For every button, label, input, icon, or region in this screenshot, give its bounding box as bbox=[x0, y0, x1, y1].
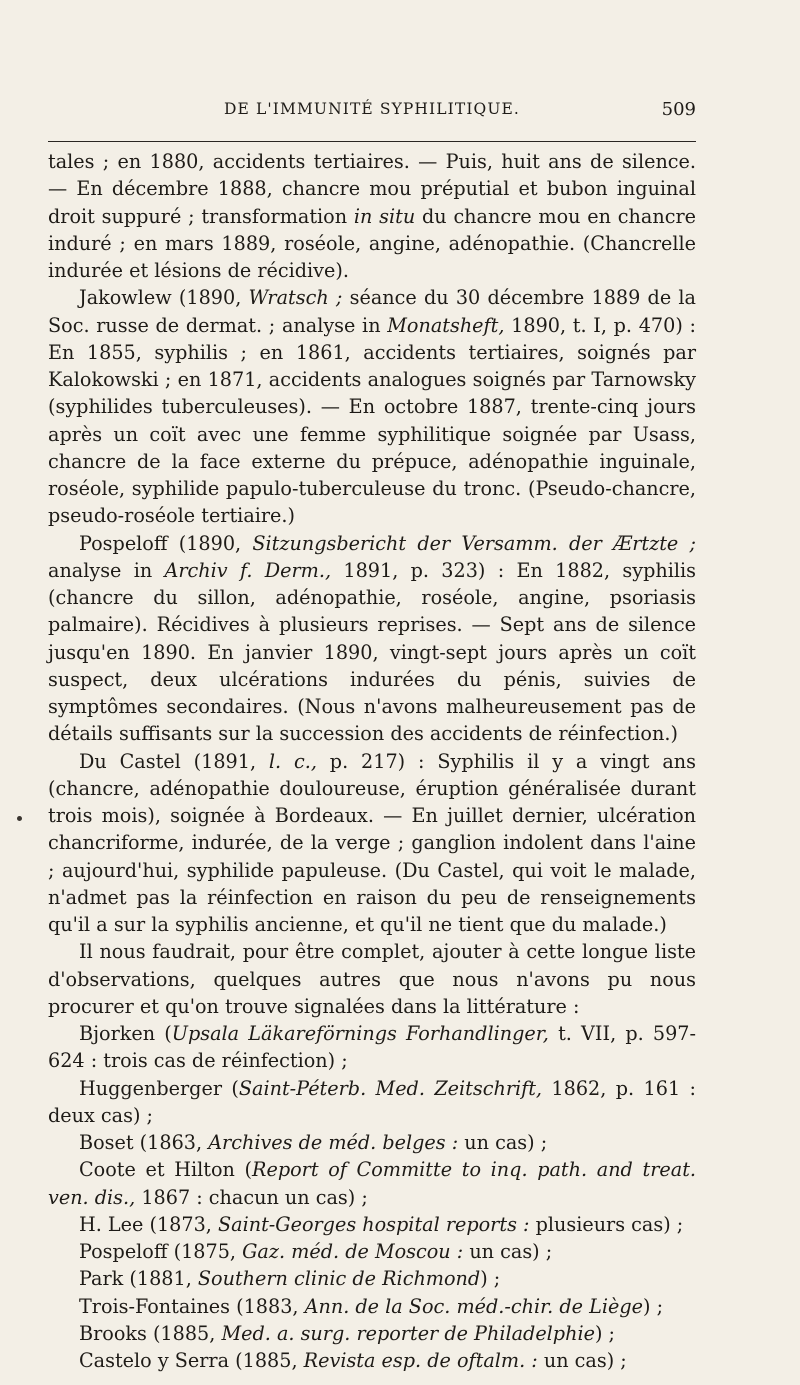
paragraph bbox=[48, 1156, 696, 1211]
citation-title: Revista esp. de oftalm. : bbox=[303, 1349, 538, 1372]
margin-mark bbox=[17, 816, 22, 821]
text-run: tales ; en 1880, accidents tertiaires. — Puis, huit ans de silence. — En décembre 1888, chancre mou préputial et bubon inguinal droit suppuré ; transformation bbox=[48, 150, 696, 228]
citation-title: Report of Committe to inq. path. and treat. ven. dis., bbox=[48, 1158, 696, 1209]
text-run: Park (1881, bbox=[79, 1267, 198, 1291]
citation-title: Archiv f. Derm., bbox=[164, 558, 332, 582]
citation-title: Monatsheft, bbox=[387, 313, 505, 337]
paragraph bbox=[48, 748, 696, 939]
paragraph bbox=[48, 148, 696, 284]
text-run: ) ; bbox=[480, 1267, 501, 1291]
text-run: t. VII, p. 597-624 : trois cas de réinfection) ; bbox=[48, 1022, 697, 1073]
citation-title: Southern clinic de Richmond bbox=[197, 1267, 481, 1291]
paragraph bbox=[48, 1075, 696, 1130]
citation-title: in situ bbox=[353, 204, 416, 228]
text-run: un cas) ; bbox=[458, 1131, 548, 1154]
text-run: 1890, t. I, p. 470) : En 1855, syphilis ; en 1861, accidents tertiaires, soignés par Kalokowski ; en 1871, accidents analogues soignés par Tarnowsky (syphilides tuberculeuses). — En octobre 1887, trente-cinq jours après un coït avec une femme syphilitique soignée par Usass, chancre de la face externe du prépuce, adénopathie inguinale, roséole, syphilide papulo-tuberculeuse du tronc. (Pseudo-chancre, pseudo-roséole tertiaire.) bbox=[48, 313, 696, 528]
citation-title: Gaz. méd. de Moscou : bbox=[242, 1240, 464, 1263]
text-run: analyse in bbox=[48, 558, 165, 582]
text-run: Du Castel (1891, bbox=[79, 749, 269, 773]
text-run: H. Lee (1873, bbox=[79, 1212, 218, 1236]
text-run: 1891, p. 323) : En 1882, syphilis (chancre du sillon, adénopathie, roséole, angine, psoriasis palmaire). Récidives à plusieurs reprises. — Sept ans de silence jusqu'en 1890. En janvier 1890, vingt-sept jours après un coït suspect, deux ulcérations indurées du pénis, suivies de symptômes secondaires. (Nous n'avons malheureusement pas de détails suffisants sur la succession des accidents de réinfection.) bbox=[48, 558, 696, 746]
paragraph bbox=[48, 1129, 696, 1156]
paragraph bbox=[48, 938, 696, 1020]
citation-title: Saint-Georges hospital reports : bbox=[218, 1212, 530, 1236]
body-text bbox=[48, 148, 696, 1374]
text-run: Trois-Fontaines (1883, bbox=[79, 1294, 305, 1318]
text-run: ) ; bbox=[642, 1294, 664, 1318]
header-rule bbox=[48, 141, 696, 142]
paragraph bbox=[48, 1320, 696, 1347]
text-run: séance du 30 décembre 1889 de la Soc. russe de dermat. ; analyse in bbox=[48, 286, 697, 337]
paragraph bbox=[48, 1347, 696, 1374]
paragraph bbox=[48, 1211, 696, 1238]
text-run: Boset (1863, bbox=[79, 1131, 209, 1154]
citation-title: Ann. de la Soc. méd.-chir. de Liège bbox=[304, 1294, 643, 1318]
text-run: Bjorken ( bbox=[79, 1022, 172, 1045]
text-run: Jakowlew (1890, bbox=[79, 286, 249, 310]
citation-title: Upsala Läkareförnings Forhandlinger, bbox=[171, 1022, 549, 1045]
citation-title: l. c., bbox=[268, 749, 317, 773]
citation-title: Archives de méd. belges : bbox=[208, 1131, 459, 1154]
citation-title: Sitzungsbericht der Versamm. der Ærtzte ; bbox=[252, 531, 696, 555]
text-run: Pospeloff (1875, bbox=[79, 1240, 243, 1263]
page-header bbox=[48, 100, 696, 132]
running-title: DE L'IMMUNITÉ SYPHILITIQUE. bbox=[224, 100, 520, 118]
text-run: Castelo y Serra (1885, bbox=[79, 1349, 304, 1372]
text-run: 1867 : chacun un cas) ; bbox=[135, 1185, 368, 1209]
paragraph bbox=[48, 530, 696, 748]
text-run: 1862, p. 161 : deux cas) ; bbox=[48, 1076, 697, 1127]
text-run: ) ; bbox=[594, 1321, 616, 1345]
paragraph bbox=[48, 1020, 696, 1075]
text-run: p. 217) : Syphilis il y a vingt ans (chancre, adénopathie douloureuse, éruption généralisée durant trois mois), soignée à Bordeaux. — En juillet dernier, ulcération chancriforme, indurée, de la verge ; ganglion indolent dans l'aine ; aujourd'hui, syphilide papuleuse. (Du Castel, qui voit le malade, n'admet pas la réinfection en raison du peu de renseignements qu'il a sur la syphilis ancienne, et qu'il ne tient que du malade.) bbox=[48, 749, 697, 936]
citation-title: Saint-Péterb. Med. Zeitschrift, bbox=[238, 1076, 543, 1100]
paragraph bbox=[48, 1265, 696, 1292]
text-run: Coote et Hilton ( bbox=[79, 1158, 253, 1182]
text-run: un cas) ; bbox=[463, 1240, 553, 1263]
citation-title: Med. a. surg. reporter de Philadelphie bbox=[221, 1321, 595, 1345]
page-number: 509 bbox=[661, 99, 696, 120]
text-run: Huggenberger ( bbox=[79, 1076, 239, 1100]
text-run: Pospeloff (1890, bbox=[79, 531, 253, 555]
text-run: Il nous faudrait, pour être complet, ajouter à cette longue liste d'observations, quelques autres que nous n'avons pu nous procurer et qu'on trouve signalées dans la littérature : bbox=[48, 940, 696, 1018]
text-run: Brooks (1885, bbox=[79, 1321, 222, 1345]
paragraph bbox=[48, 1293, 696, 1320]
citation-title: Wratsch ; bbox=[248, 286, 343, 310]
text-run: plusieurs cas) ; bbox=[529, 1212, 684, 1236]
text-run: un cas) ; bbox=[537, 1349, 627, 1372]
text-run: du chancre mou en chancre induré ; en mars 1889, roséole, angine, adénopathie. (Chancrelle indurée et lésions de récidive). bbox=[48, 204, 696, 282]
paragraph bbox=[48, 284, 696, 529]
paragraph bbox=[48, 1238, 696, 1265]
